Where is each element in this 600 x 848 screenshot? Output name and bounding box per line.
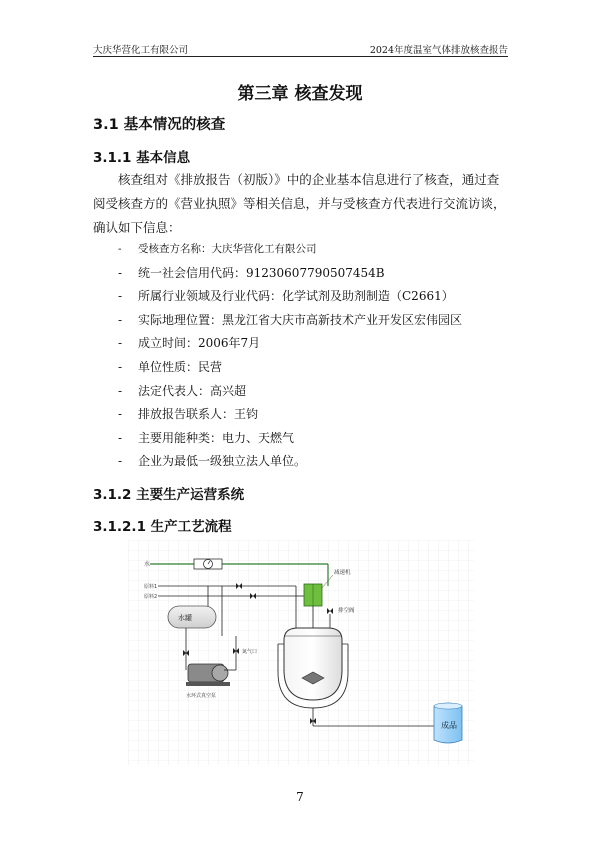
info-item-industry: - 所属行业领域及行业代码：化学试剂及助剂制造（C2661） xyxy=(118,289,454,304)
reducer-label: 减速机 xyxy=(334,570,351,576)
info-item-contact: - 排放报告联系人：王钧 xyxy=(118,407,259,422)
intro-paragraph xyxy=(93,168,508,240)
material1-label: 原料1 xyxy=(144,584,158,590)
process-flow-diagram xyxy=(128,540,474,765)
vacuum-pump-label: 水环式真空泵 xyxy=(186,693,217,699)
material2-label: 原料2 xyxy=(144,594,158,600)
info-item-legal-rep: - 法定代表人：高兴超 xyxy=(118,383,247,398)
section-3-1-2-1-heading: 3.1.2.1 生产工艺流程 xyxy=(93,519,232,535)
basic-info-list xyxy=(118,238,462,474)
water-label: 水 xyxy=(144,561,151,568)
header-company: 大庆华营化工有限公司 xyxy=(93,45,189,56)
page-number: 7 xyxy=(296,790,304,804)
page-header xyxy=(93,40,508,57)
chapter-title: 第三章 核查发现 xyxy=(237,84,363,104)
info-item-nature: - 单位性质：民营 xyxy=(118,359,223,374)
product-label: 成品 xyxy=(441,721,457,730)
intro-text: 核查组对《排放报告（初版）》中的企业基本信息进行了核查，通过查阅受核查方的《营业执照》等相关信息，并与受核查方代表进行交流访谈，确认如下信息： xyxy=(93,172,506,235)
product-tank xyxy=(434,703,462,743)
vent-valve-label: 排空阀 xyxy=(338,608,355,614)
info-item-founded: - 成立时间：2006年7月 xyxy=(118,336,261,351)
section-3-1-1-heading: 3.1.1 基本信息 xyxy=(93,150,191,166)
info-item-credit-code: - 统一社会信用代码：91230607790507454B xyxy=(118,265,385,280)
section-3-1-2-heading: 3.1.2 主要生产运营系统 xyxy=(93,487,245,503)
section-3-1-heading: 3.1 基本情况的核查 xyxy=(93,117,226,133)
header-report-title: 2024年度温室气体排放核查报告 xyxy=(369,45,508,56)
info-item-entity: - 企业为最低一级独立法人单位。 xyxy=(118,454,307,469)
info-item-energy: - 主要用能种类：电力、天燃气 xyxy=(118,430,295,445)
nitrogen-inlet-label: 氮气口 xyxy=(242,649,258,655)
info-item-name: - 受核查方名称：大庆华营化工有限公司 xyxy=(118,243,317,255)
water-tank-label: 水罐 xyxy=(178,614,192,622)
info-item-location: - 实际地理位置：黑龙江省大庆市高新技术产业开发区宏伟园区 xyxy=(118,312,463,327)
